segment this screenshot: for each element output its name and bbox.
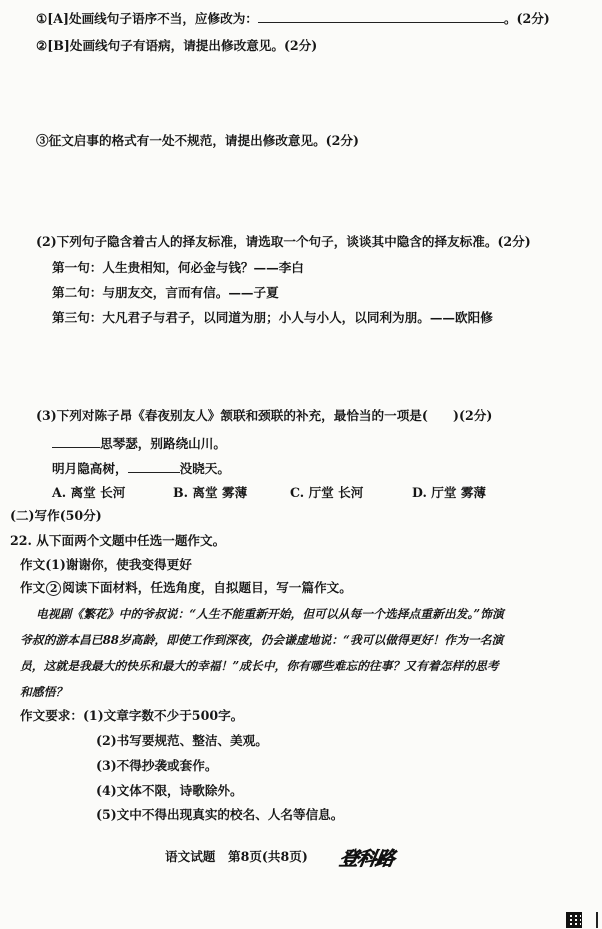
material-line-4: 和感悟？ bbox=[20, 685, 68, 699]
requirement-5: (5)文中不得出现真实的校名、人名等信息。 bbox=[96, 807, 344, 822]
q22-stem: 22. 从下面两个文题中任选一题作文。 bbox=[10, 533, 226, 548]
material-line-3: 员，这就是我最大的快乐和最大的幸福！”成长中，你有哪些难忘的往事？又有着怎样的思考 bbox=[20, 659, 499, 673]
q3-line-1-text: 思琴瑟，别路绕山川。 bbox=[100, 436, 226, 451]
essay-topic-1: 作文(1)谢谢你，使我变得更好 bbox=[20, 557, 192, 572]
answer-blank[interactable] bbox=[128, 460, 180, 473]
q2-sentence-3: 第三句：大凡君子与君子，以同道为朋；小人与小人，以同利为朋。——欧阳修 bbox=[52, 310, 493, 325]
qr-code-icon bbox=[566, 912, 582, 928]
essay-topic-2-prefix: 作文 bbox=[20, 580, 46, 595]
q1-line-a-end: 。(2分) bbox=[503, 11, 550, 26]
q3-line-2 bbox=[52, 460, 230, 477]
q1-line-a bbox=[36, 10, 550, 27]
q3-line-2-end: 没晓天。 bbox=[179, 461, 230, 476]
page-edge-mark bbox=[596, 912, 598, 928]
q2-sentence-1: 第一句：人生贵相知，何必金与钱？——李白 bbox=[52, 260, 304, 275]
q3-option-d[interactable]: D. 厅堂 雾薄 bbox=[412, 485, 487, 500]
answer-blank[interactable] bbox=[258, 10, 504, 23]
material-line-1: 电视剧《繁花》中的爷叔说：“人生不能重新开始，但可以从每一个选择点重新出发。”饰演 bbox=[36, 607, 504, 621]
requirement-1: 作文要求：(1)文章字数不少于500字。 bbox=[20, 708, 244, 723]
writing-section-title: (二)写作(50分) bbox=[10, 508, 102, 523]
q1-line-c: ③征文启事的格式有一处不规范，请提出修改意见。(2分) bbox=[36, 133, 359, 148]
requirement-3: (3)不得抄袭或套作。 bbox=[96, 758, 218, 773]
essay-topic-2-text: 阅读下面材料，任选角度，自拟题目，写一篇作文。 bbox=[62, 580, 352, 595]
essay-topic-2 bbox=[20, 580, 352, 596]
q1-line-b: ②[B]处画线句子有语病，请提出修改意见。(2分) bbox=[36, 38, 318, 53]
answer-blank[interactable] bbox=[52, 435, 100, 448]
material-line-2: 爷叔的游本昌已88岁高龄，即使工作到深夜，仍会谦虚地说：“我可以做得更好！作为一名演 bbox=[20, 633, 504, 647]
requirement-2: (2)书写要规范、整洁、美观。 bbox=[96, 733, 268, 748]
q3-line-1 bbox=[52, 435, 226, 452]
page-footer: 语文试题 第8页(共8页) bbox=[165, 849, 308, 864]
circled-number: 2 bbox=[46, 581, 61, 596]
q2-sentence-2: 第二句：与朋友交，言而有信。——子夏 bbox=[52, 285, 279, 300]
brand-logo: 登科路 bbox=[337, 848, 396, 870]
q3-stem: (3)下列对陈子昂《春夜别友人》颔联和颈联的补充，最恰当的一项是( )(2分) bbox=[36, 408, 493, 423]
q2-stem: (2)下列句子隐含着古人的择友标准，请选取一个句子，谈谈其中隐含的择友标准。(2分) bbox=[36, 234, 531, 249]
q3-option-a[interactable]: A. 离堂 长河 bbox=[52, 485, 126, 500]
q1-line-a-label: ①[A]处画线句子语序不当，应修改为： bbox=[36, 11, 258, 26]
q3-option-b[interactable]: B. 离堂 雾薄 bbox=[173, 485, 248, 500]
q3-line-2-start: 明月隐高树， bbox=[52, 461, 128, 476]
requirement-4: (4)文体不限，诗歌除外。 bbox=[96, 783, 243, 798]
q3-option-c[interactable]: C. 厅堂 长河 bbox=[290, 485, 364, 500]
